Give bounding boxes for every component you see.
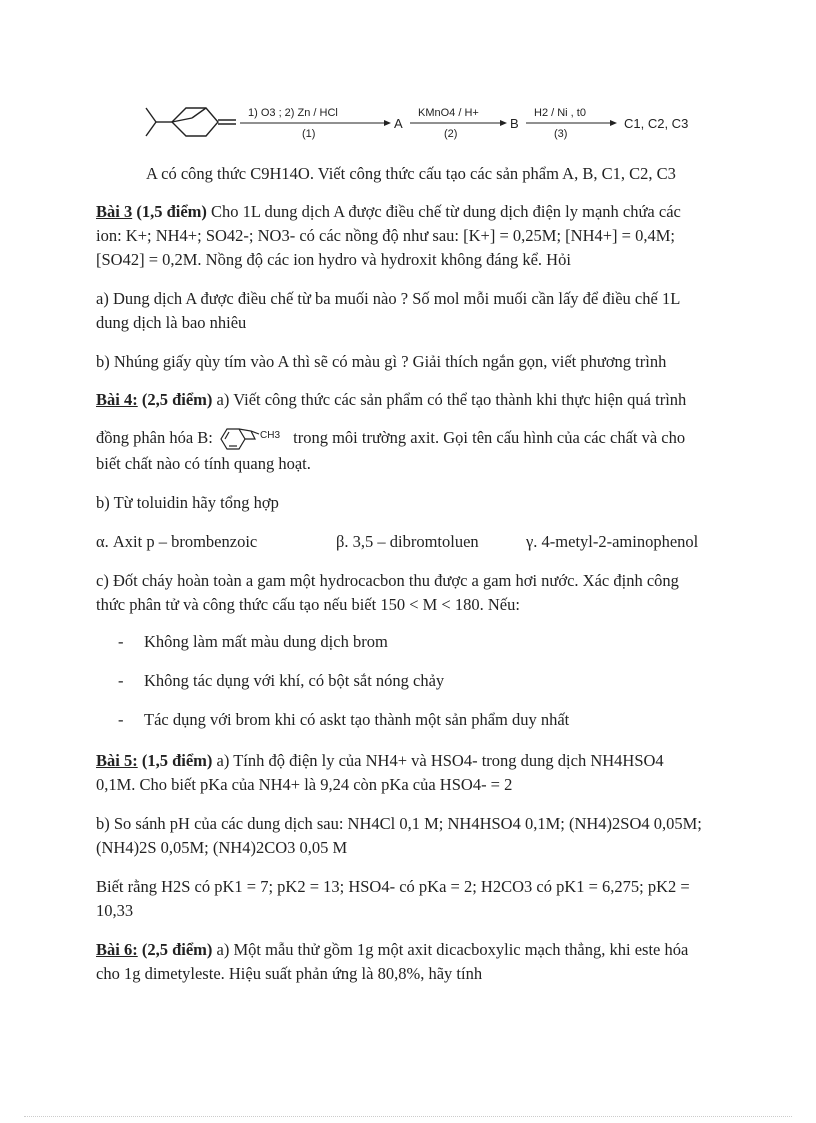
bai4-text1: a) Viết công thức các sản phẩm có thể tạo thành khi thực hiện quá trình	[216, 390, 687, 409]
bai6-text1: a) Một mẫu thử gồm 1g một axit dicacboxylic mạch thẳng, khi este hóa	[216, 940, 689, 959]
bai4-line2	[96, 426, 724, 452]
bullet-dash: -	[118, 710, 124, 729]
compound-A: A	[394, 116, 403, 131]
bai5-text1: a) Tính độ điện ly của NH4+ và HSO4- trong dung dịch NH4HSO4	[216, 751, 664, 770]
bai3-text2: ion: K+; NH4+; SO42-; NO3- có các nồng độ như sau: [K+] = 0,25M; [NH4+] = 0,4M;	[96, 226, 675, 245]
bullet-2: Không tác dụng với khí, có bột sắt nóng chảy	[144, 671, 445, 690]
bai6-title: Bài 6:	[96, 940, 138, 959]
step1-number: (1)	[302, 128, 316, 140]
step3-number: (3)	[554, 128, 568, 140]
bai5-k1: Biết rằng H2S có pK1 = 7; pK2 = 13; HSO4- có pKa = 2; H2CO3 có pK1 = 6,275; pK2 =	[96, 877, 690, 896]
reaction-scheme	[140, 96, 700, 148]
line-A-formula: A có công thức C9H14O. Viết công thức cấu tạo các sản phẩm A, B, C1, C2, C3	[146, 164, 676, 183]
products-C: C1, C2, C3	[624, 116, 689, 131]
step1-label: 1) O3 ; 2) Zn / HCl	[248, 107, 338, 119]
mol-ch3-label: CH3	[260, 430, 281, 442]
bai5-paragraph	[96, 749, 724, 773]
bai4-text3: biết chất nào có tính quang hoạt.	[96, 454, 311, 473]
option-gamma: γ. 4-metyl-2-aminophenol	[526, 532, 699, 551]
bai4-points: (2,5 điểm)	[141, 390, 213, 409]
bullet-dash: -	[118, 632, 124, 651]
bai5-text2: 0,1M. Cho biết pKa của NH4+ là 9,24 còn pKa của HSO4- = 2	[96, 775, 513, 794]
bai5-k2: 10,33	[96, 901, 134, 920]
bai3-a1: a) Dung dịch A được điều chế từ ba muối nào ? Số mol mỗi muối cần lấy để điều chế 1L	[96, 289, 681, 308]
bai5-b2: (NH4)2S 0,05M; (NH4)2CO3 0,05 M	[96, 838, 348, 857]
bullet-dash: -	[118, 671, 124, 690]
bai5-b1: b) So sánh pH của các dung dịch sau: NH4Cl 0,1 M; NH4HSO4 0,1M; (NH4)2SO4 0,05M;	[96, 814, 702, 833]
bai3-a2: dung dịch là bao nhiêu	[96, 313, 247, 332]
methylindane-icon	[217, 426, 289, 452]
bullet-1: Không làm mất màu dung dịch brom	[144, 632, 388, 651]
bai4-c2: thức phân tử và công thức cấu tạo nếu biết 150 < M < 180. Nếu:	[96, 595, 520, 614]
bullet-3: Tác dụng với brom khi có askt tạo thành một sản phẩm duy nhất	[144, 710, 570, 729]
page-bottom-divider	[24, 1116, 792, 1117]
bai4-b: b) Từ toluidin hãy tổng hợp	[96, 493, 279, 512]
step2-label: KMnO4 / H+	[418, 107, 479, 119]
starting-molecule-icon	[146, 108, 236, 136]
bai3-points: (1,5 điểm)	[136, 202, 207, 221]
bai4-c1: c) Đốt cháy hoàn toàn a gam một hydrocacbon thu được a gam hơi nước. Xác định công	[96, 571, 679, 590]
bai3-b: b) Nhúng giấy qùy tím vào A thì sẽ có màu gì ? Giải thích ngắn gọn, viết phương trình	[96, 352, 667, 371]
bai3-paragraph	[96, 200, 724, 224]
bai3-text3: [SO42] = 0,2M. Nồng độ các ion hydro và hydroxit không đáng kể. Hỏi	[96, 250, 571, 269]
option-alpha: α. Axit p – brombenzoic	[96, 532, 258, 551]
bai3-title: Bài 3	[96, 202, 133, 221]
option-beta: β. 3,5 – dibromtoluen	[336, 532, 479, 551]
bai5-title: Bài 5:	[96, 751, 138, 770]
bai6-points: (2,5 điểm)	[141, 940, 213, 959]
bai3-text1: Cho 1L dung dịch A được điều chế từ dung dịch điện ly mạnh chứa các	[211, 202, 681, 221]
step2-number: (2)	[444, 128, 458, 140]
bai4-text2b: trong môi trường axit. Gọi tên cấu hình của các chất và cho	[293, 428, 686, 447]
bai4-text2a: đồng phân hóa B:	[96, 428, 213, 447]
bai5-points: (1,5 điểm)	[141, 751, 213, 770]
bai6-text2: cho 1g dimetyleste. Hiệu suất phản ứng là 80,8%, hãy tính	[96, 964, 483, 983]
step3-label: H2 / Ni , t0	[534, 107, 586, 119]
bai4-title: Bài 4:	[96, 390, 138, 409]
compound-B: B	[510, 116, 519, 131]
bai6-paragraph	[96, 938, 724, 962]
bai4-paragraph	[96, 388, 724, 412]
